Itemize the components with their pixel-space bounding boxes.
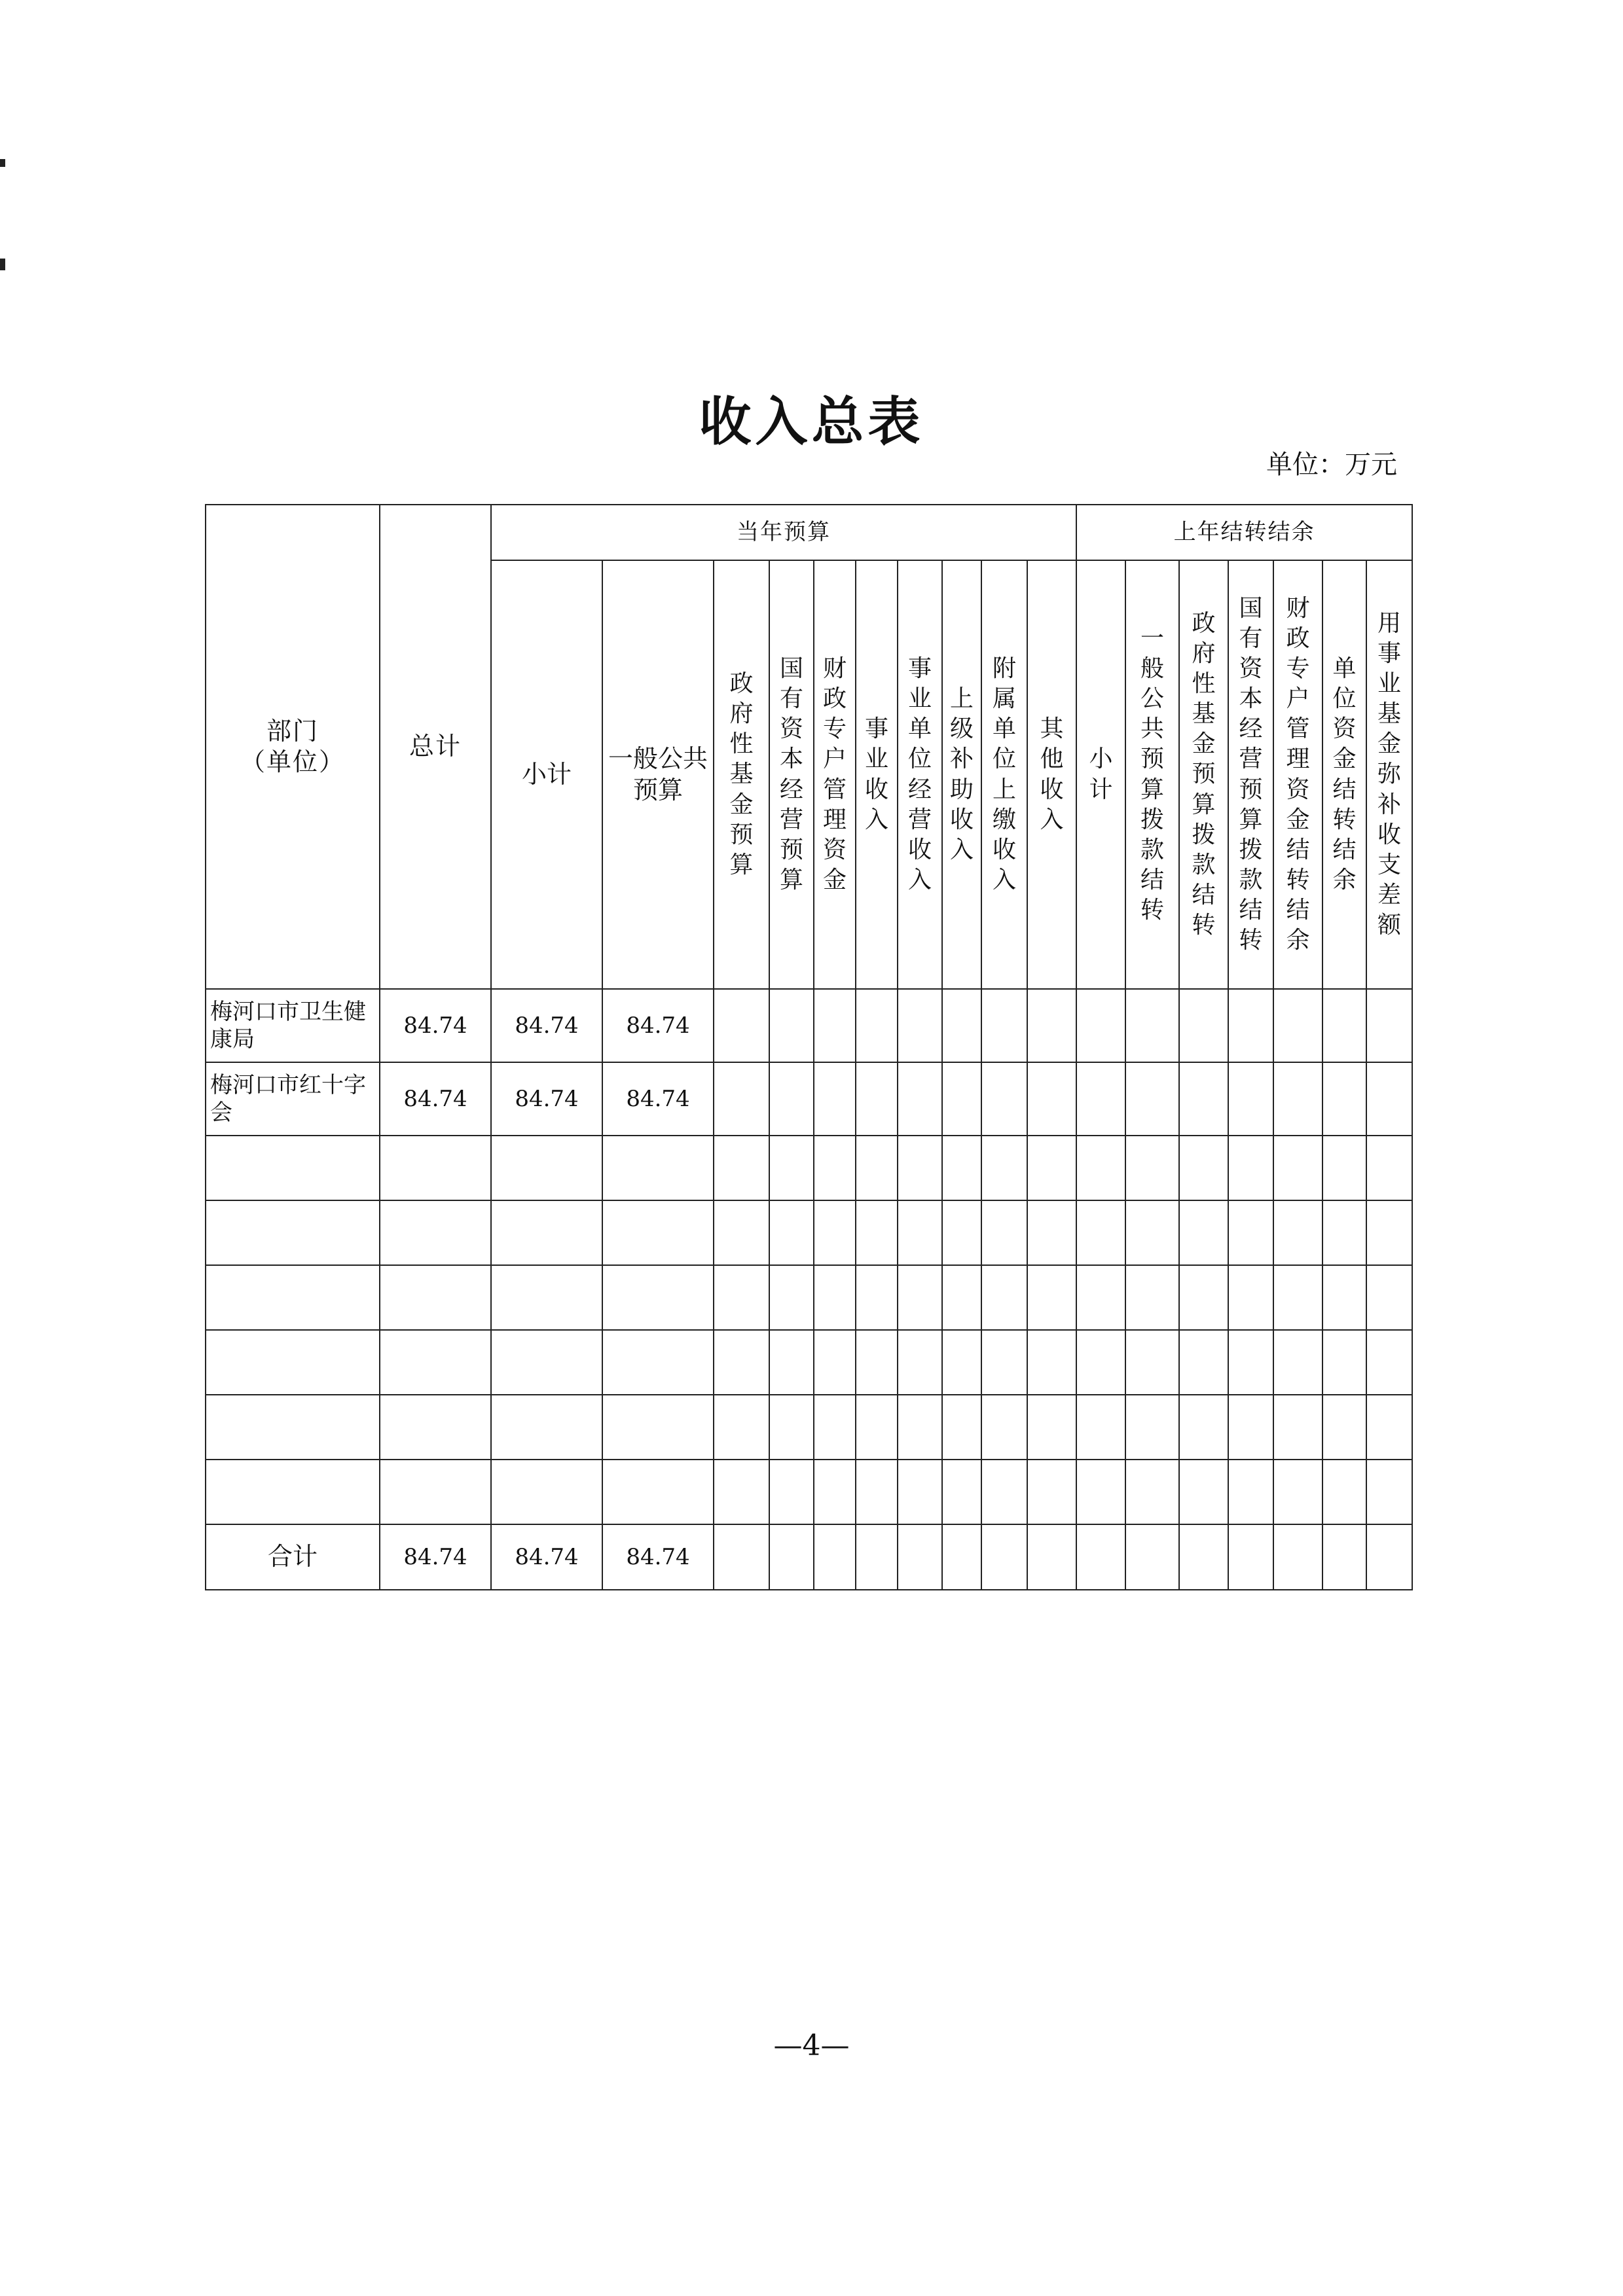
header-cur-other: 其他收入 xyxy=(1027,560,1076,989)
blank-row xyxy=(206,1136,1412,1200)
header-current-year: 当年预算 xyxy=(491,505,1076,560)
header-dept xyxy=(206,505,380,989)
scan-mark xyxy=(0,159,5,167)
unit-label: 单位：万元 xyxy=(1266,450,1397,480)
header-carryover: 上年结转结余 xyxy=(1076,505,1412,560)
page-title: 收入总表 xyxy=(699,391,924,452)
header-cur-affiliated: 附属单位上缴收入 xyxy=(981,560,1027,989)
header-carry-stateowned: 国有资本经营预算拨款结转 xyxy=(1228,560,1273,989)
page-number: —4— xyxy=(773,2029,850,2062)
header-carry-unit: 单位资金结转结余 xyxy=(1322,560,1366,989)
header-cur-general: 一般公共预算 xyxy=(602,560,714,989)
total-cell: 84.74 xyxy=(380,1524,491,1590)
table-row xyxy=(206,989,1412,1062)
blank-row xyxy=(206,1460,1412,1524)
dept-cell: 梅河口市红十字会 xyxy=(206,1062,380,1136)
blank-row xyxy=(206,1200,1412,1265)
blank-row xyxy=(206,1265,1412,1330)
subtotal-cell: 84.74 xyxy=(491,1524,602,1590)
header-dept-label: 部门 （单位） xyxy=(240,716,345,776)
header-carry-special: 财政专户管理资金结转结余 xyxy=(1273,560,1322,989)
total-cell: 84.74 xyxy=(380,989,491,1062)
blank-row xyxy=(206,1395,1412,1460)
table-row xyxy=(206,1062,1412,1136)
total-row xyxy=(206,1524,1412,1590)
dept-cell: 梅河口市卫生健康局 xyxy=(206,989,380,1062)
general-cell: 84.74 xyxy=(602,989,714,1062)
header-cur-operating: 事业单位经营收入 xyxy=(898,560,942,989)
income-summary-table xyxy=(205,504,1413,1590)
header-carry-general: 一般公共预算拨款结转 xyxy=(1125,560,1179,989)
scan-mark xyxy=(0,259,5,270)
header-cur-subtotal: 小计 xyxy=(491,560,602,989)
header-carry-subtotal: 小计 xyxy=(1076,560,1125,989)
subtotal-cell: 84.74 xyxy=(491,1062,602,1136)
header-cur-govfund: 政府性基金预算 xyxy=(714,560,769,989)
header-cur-subsidy: 上级补助收入 xyxy=(942,560,981,989)
header-carry-fund: 用事业基金弥补收支差额 xyxy=(1366,560,1412,989)
total-label: 合计 xyxy=(206,1524,380,1590)
general-cell: 84.74 xyxy=(602,1062,714,1136)
header-cur-stateowned: 国有资本经营预算 xyxy=(769,560,814,989)
blank-row xyxy=(206,1330,1412,1395)
header-total: 总计 xyxy=(380,505,491,989)
total-cell: 84.74 xyxy=(380,1062,491,1136)
general-cell: 84.74 xyxy=(602,1524,714,1590)
header-carry-govfund: 政府性基金预算拨款结转 xyxy=(1179,560,1228,989)
subtotal-cell: 84.74 xyxy=(491,989,602,1062)
header-cur-special: 财政专户管理资金 xyxy=(814,560,856,989)
header-cur-business: 事业收入 xyxy=(856,560,898,989)
